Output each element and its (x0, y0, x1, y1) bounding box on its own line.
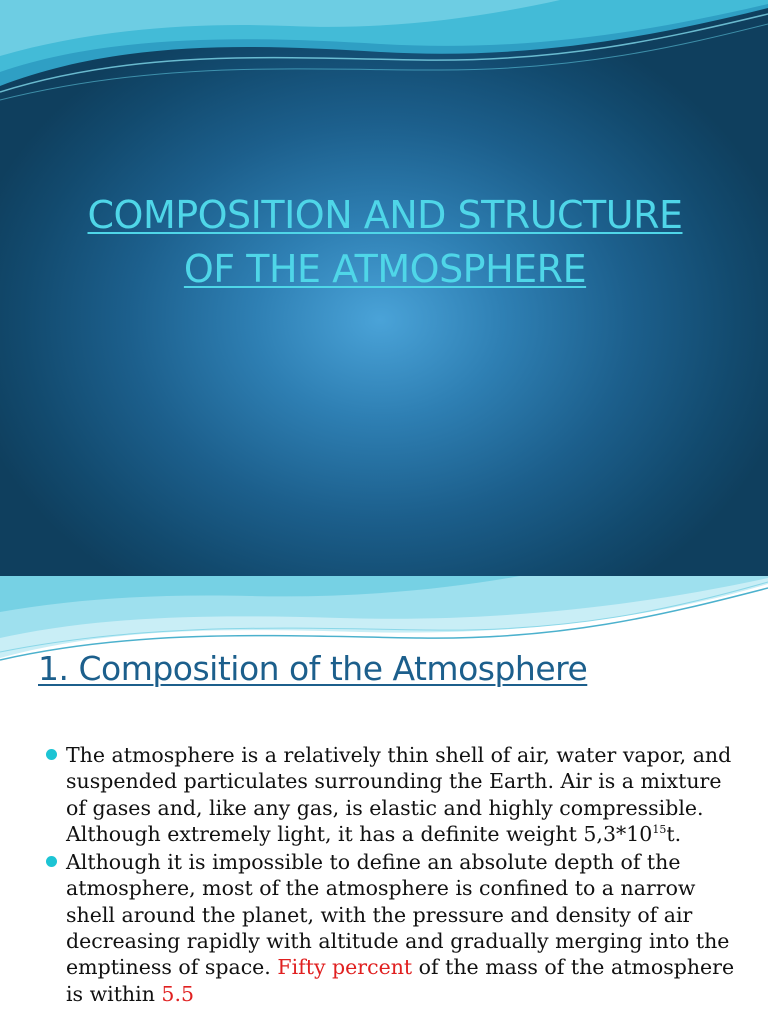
title-line-1: COMPOSITION AND STRUCTURE (87, 193, 683, 237)
bullet-dot-icon (46, 856, 57, 867)
bullet-item (46, 849, 736, 1007)
bullet-list (46, 742, 736, 1009)
highlight-text: Fifty percent (277, 955, 413, 980)
bullet-dot-icon (46, 749, 57, 760)
content-slide (0, 576, 768, 1024)
title-line-2: OF THE ATMOSPHERE (183, 247, 587, 291)
bullet-item (46, 742, 736, 847)
bullet-text: Although it is impossible to define an absolute depth of the atmosphere, most of the atmosphere is confined to a narrow shell around the planet, with the pressure and density of air decreasing rapidly with altitude and gradually merging into the emptiness of space. (66, 850, 730, 980)
section-heading: 1. Composition of the Atmosphere (38, 649, 588, 688)
superscript-exponent: 15 (652, 822, 667, 836)
wave-decoration-top (0, 0, 768, 110)
bullet-text: The atmosphere is a relatively thin shell of air, water vapor, and suspended particulates surrounding the Earth. Air is a mixture of gases and, like any gas, is elastic and highly compressible. Although extremely light, it has a definite weight 5,3*10 (66, 743, 732, 846)
bullet-text-continued: of the mass of the atmosphere is within (66, 955, 735, 1006)
highlight-text: 5.5 (161, 981, 195, 1006)
slide-title (40, 188, 730, 296)
bullet-suffix: t. (666, 821, 682, 846)
